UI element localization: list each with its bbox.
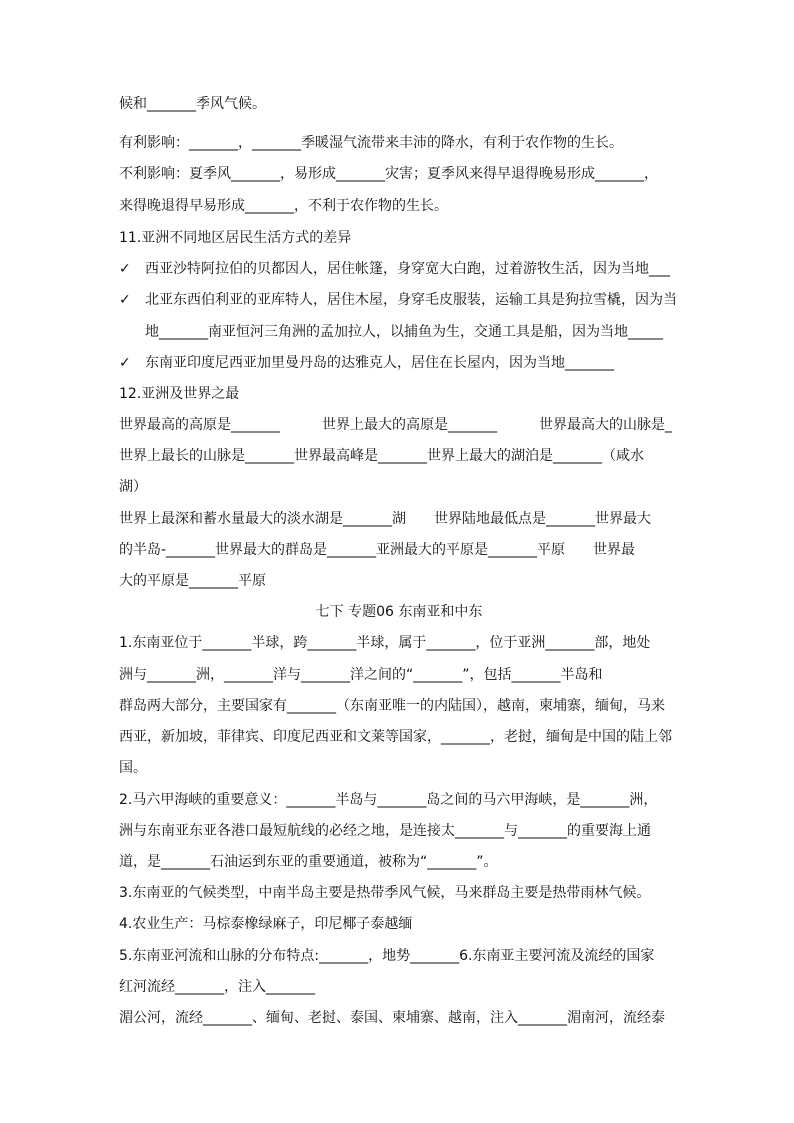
text-line: 大的平原是_______平原 [119,573,266,589]
checkmark-icon: ✓ [119,261,131,277]
list-item-text: 北亚东西伯利亚的亚库特人，居住木屋，身穿毛皮服装，运输工具是狗拉雪橇，因为当 [145,292,677,308]
list-item [119,291,677,309]
text-line: 的半岛-_______世界最大的群岛是_______亚洲最大的平原是_______平原 世界最 [119,542,636,558]
text-line: 候和_______季风气候。 [119,96,266,112]
text-line: 洲与东南亚东亚各港口最短航线的必经之地，是连接太_______与_______的重要海上通 [119,823,651,839]
text-line: 世界上最长的山脉是_______世界最高峰是_______世界上最大的湖泊是_______（咸水 [119,448,644,464]
text-line: 不利影响：夏季风_______，易形成_______灾害；夏季风来得早退得晚易形成_______， [119,166,658,182]
text-line: 有利影响：_______，_______季暖湿气流带来丰沛的降水，有利于农作物的生长。 [119,135,623,151]
text-line: 湄公河，流经_______、缅甸、老挝、泰国、柬埔寨、越南，注入_______湄南河，流经泰 [119,1010,665,1026]
checkmark-icon: ✓ [119,355,131,371]
text-line: 4.农业生产：马棕泰橡绿麻子，印尼椰子泰越缅 [119,916,413,932]
list-item-continuation: 地_______南亚恒河三角洲的孟加拉人，以捕鱼为生，交通工具是船，因为当地_____ [145,324,663,340]
text-line: 5.东南亚河流和山脉的分布特点:_______，地势_______6.东南亚主要河流及流经的国家 [119,948,655,964]
list-item [119,260,670,278]
text-line: 世界最高的高原是_______ 世界上最大的高原是_______ 世界最高大的山脉是_ [119,417,672,433]
text-line: 道，是_______石油运到东亚的重要通道，被称为“_______”。 [119,854,498,870]
list-item-text: 东南亚印度尼西亚加里曼丹岛的达雅克人，居住在长屋内，因为当地_______ [145,355,614,371]
text-line: 2.马六甲海峡的重要意义：_______半岛与_______岛之间的马六甲海峡，是_______洲， [119,792,658,808]
section-heading: 11.亚洲不同地区居民生活方式的差异 [119,230,352,246]
text-line: 红河流经_______，注入_______ [119,979,315,995]
text-line: 洲与_______洲，_______洋与_______洋之间的“_______”，包括_______半岛和 [119,667,603,683]
text-line: 世界上最深和蓄水量最大的淡水湖是_______湖 世界陆地最低点是_______世界最大 [119,511,651,527]
section-title: 七下 专题06 东南亚和中东 [315,604,483,620]
checkmark-icon: ✓ [119,292,131,308]
list-item-text: 西亚沙特阿拉伯的贝都因人，居住帐篷，身穿宽大白跑，过着游牧生活，因为当地___ [145,261,670,277]
list-item [119,354,614,372]
text-line: 湖） [119,479,147,495]
text-line: 西亚，新加坡，菲律宾、印度尼西亚和文莱等国家，_______，老挝，缅甸是中国的陆上邻 [119,729,672,745]
text-line: 来得晚退得早易形成_______，不利于农作物的生长。 [119,198,448,214]
text-line: 群岛两大部分，主要国家有_______（东南亚唯一的内陆国），越南，柬埔寨，缅甸，马来 [119,698,665,714]
section-heading: 12.亚洲及世界之最 [119,386,240,402]
text-line: 3.东南亚的气候类型，中南半岛主要是热带季风气候，马来群岛主要是热带雨林气候。 [119,885,651,901]
text-line: 国。 [119,760,147,776]
text-line: 1.东南亚位于_______半球，跨_______半球，属于_______，位于亚洲_______部，地处 [119,635,651,651]
